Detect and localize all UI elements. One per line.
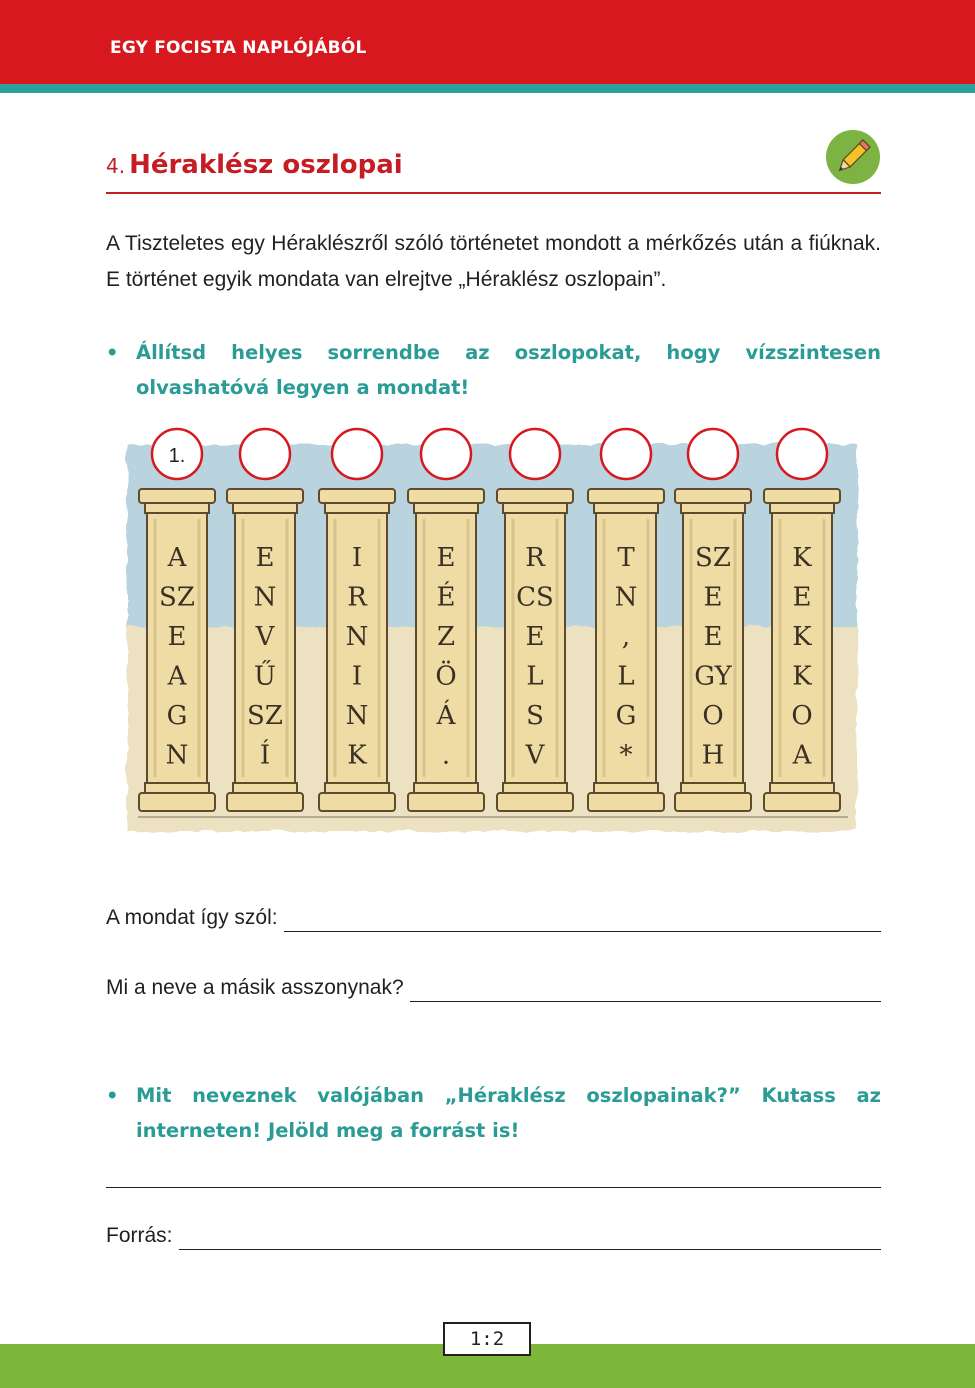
pillar-letter: H: [701, 740, 725, 771]
pillar-letter: Ö: [435, 661, 457, 692]
pillar-letter: K: [792, 543, 812, 573]
bullet-point: •: [106, 1084, 119, 1107]
pillar-base: [764, 793, 840, 811]
pillar-letter: V: [525, 740, 545, 771]
sentence-answer-line: [106, 904, 881, 932]
bullet-point: •: [106, 341, 119, 364]
pillar-letter: K: [347, 740, 367, 771]
pillar-letter: O: [702, 701, 724, 731]
pillar-letter: E: [255, 543, 275, 573]
pillar-letter: SZ: [247, 701, 283, 731]
pillar-letter: *: [619, 740, 633, 771]
pillar-letter: E: [792, 582, 812, 613]
pillar-capital-ring: [594, 503, 658, 513]
order-circle-4[interactable]: [421, 429, 471, 479]
pillar-capital: [588, 489, 664, 503]
order-circle-3[interactable]: [332, 429, 382, 479]
pillar-base-ring: [233, 783, 297, 793]
pillar-capital-ring: [414, 503, 478, 513]
pillar-letter: I: [351, 543, 363, 573]
pillar-base-ring: [414, 783, 478, 793]
order-circle-5[interactable]: [510, 429, 560, 479]
pillar-letter: Z: [436, 622, 456, 652]
source-label: Forrás:: [106, 1224, 173, 1247]
pillar-letter: I: [351, 661, 363, 692]
pillar-capital-ring: [503, 503, 567, 513]
pillar-base-ring: [145, 783, 209, 793]
pillar-letter: E: [167, 622, 187, 652]
pillar-capital: [227, 489, 303, 503]
section-number: 4.: [106, 154, 126, 178]
order-circle-2[interactable]: [240, 429, 290, 479]
pillar-capital-ring: [325, 503, 389, 513]
pillar-letter: A: [167, 661, 187, 692]
pillar-letter: L: [526, 661, 544, 692]
intro-paragraph: A Tiszteletes egy Héraklészről szóló történetet mondott a mérkőzés után a fiúknak. E történet egyik mondata van elrejtve „Héraklész oszlopain”.: [106, 232, 881, 291]
pillar-letter: T: [617, 543, 635, 573]
pillar-base-ring: [503, 783, 567, 793]
pillar-letter: E: [703, 582, 723, 613]
pillar-letter: R: [347, 582, 367, 613]
pillar-capital: [408, 489, 484, 503]
order-circle-8[interactable]: [777, 429, 827, 479]
pillar-letter: K: [792, 622, 812, 652]
pillar-letter: N: [345, 622, 369, 652]
header-title: EGY FOCISTA NAPLÓJÁBÓL: [110, 38, 367, 58]
pillar-letter: Á: [436, 701, 456, 731]
pillar-base-ring: [770, 783, 834, 793]
pillar-letter: O: [791, 701, 813, 731]
pillar-letter: L: [617, 661, 635, 692]
pillar-letter: Í: [259, 740, 271, 771]
pillar-letter: A: [792, 740, 812, 771]
pillar-letter: G: [166, 701, 188, 731]
order-number: 1.: [168, 445, 186, 467]
pillar-letter: ,: [621, 622, 631, 652]
sentence-answer-blank[interactable]: [284, 909, 881, 932]
pillar-base: [227, 793, 303, 811]
research-answer-blank[interactable]: [106, 1186, 881, 1188]
name-answer-line: [106, 974, 881, 1002]
pillar-base: [675, 793, 751, 811]
task-instruction-research: [106, 1078, 881, 1148]
task-text-order: Állítsd helyes sorrendbe az oszlopokat, hogy vízszintesen olvashatóvá legyen a mondat!: [136, 341, 881, 399]
pillar-letter: R: [525, 543, 545, 573]
page-number: 1:2: [443, 1322, 531, 1356]
pillar-capital: [675, 489, 751, 503]
pillar-letter: É: [436, 582, 456, 613]
header-stripe: [0, 84, 975, 93]
pillar-letter: V: [255, 622, 275, 652]
order-circle-7[interactable]: [688, 429, 738, 479]
task-text-research: Mit neveznek valójában „Héraklész oszlopainak?” Kutass az interneten! Jelöld meg a forrást is!: [136, 1084, 881, 1142]
pillar-base: [319, 793, 395, 811]
pillar-letter: E: [525, 622, 545, 652]
pillar-letter: K: [792, 661, 812, 692]
task-instruction-order: [106, 335, 881, 405]
name-answer-blank[interactable]: [410, 979, 881, 1002]
pillar-letter: SZ: [159, 582, 195, 613]
pillar-base: [497, 793, 573, 811]
pillar-letter: N: [253, 582, 277, 613]
pillar-capital-ring: [145, 503, 209, 513]
name-question-label: Mi a neve a másik asszonynak?: [106, 976, 404, 999]
pillar-letter: G: [615, 701, 637, 731]
pillar-letter: N: [614, 582, 638, 613]
section-title: Héraklész oszlopai: [129, 150, 403, 180]
pillar-letter: N: [345, 701, 369, 731]
pillar-letter: CS: [516, 582, 554, 613]
pillar-base-ring: [325, 783, 389, 793]
pillar-letter: SZ: [695, 543, 731, 573]
pillar-letter: E: [703, 622, 723, 652]
source-answer-blank[interactable]: [179, 1227, 881, 1250]
pillar-letter: .: [441, 740, 451, 771]
order-circle-6[interactable]: [601, 429, 651, 479]
pillar-base-ring: [681, 783, 745, 793]
pillar-capital-ring: [681, 503, 745, 513]
pillars-illustration: [118, 425, 863, 855]
source-answer-line: [106, 1222, 881, 1250]
pillar-capital: [497, 489, 573, 503]
pillar-letter: A: [167, 543, 187, 573]
pillar-base-ring: [594, 783, 658, 793]
pillar-letter: E: [436, 543, 456, 573]
pillar-capital: [139, 489, 215, 503]
section-heading: [106, 150, 403, 180]
section-title-rule: [106, 192, 881, 194]
pillar-letter: N: [165, 740, 189, 771]
pillar-letter: Ű: [254, 661, 276, 692]
pencil-icon: [826, 130, 880, 184]
pillar-capital: [764, 489, 840, 503]
pillar-letter: GY: [694, 661, 732, 692]
pillar-base: [139, 793, 215, 811]
pillar-letter: S: [526, 701, 544, 731]
pillar-capital-ring: [770, 503, 834, 513]
pillar-base: [408, 793, 484, 811]
pillar-capital-ring: [233, 503, 297, 513]
pillar-capital: [319, 489, 395, 503]
pillar-base: [588, 793, 664, 811]
sentence-label: A mondat így szól:: [106, 906, 278, 929]
